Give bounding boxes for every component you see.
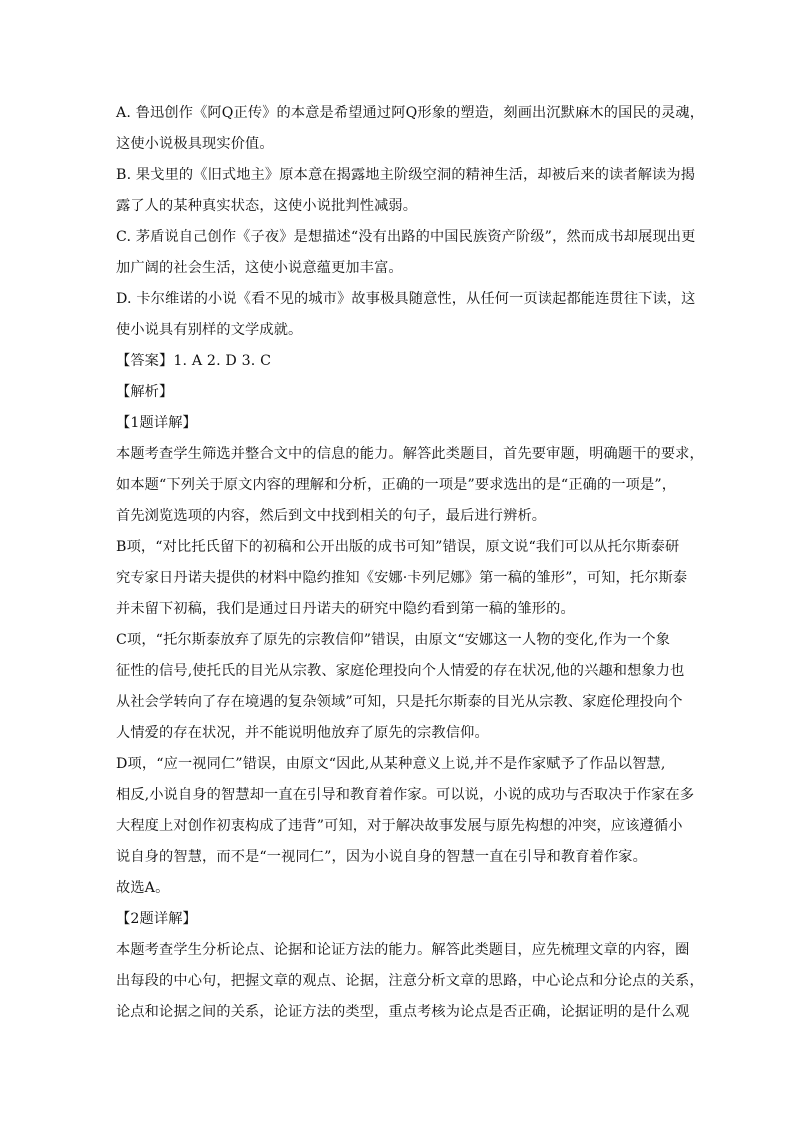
text-line: C. 茅盾说自己创作《子夜》是想描述“没有出路的中国民族资产阶级”，然而成书却展现出更 [116, 229, 696, 245]
text-line: 究专家日丹诺夫提供的材料中隐约推知《安娜·卡列尼娜》第一稿的雏形”，可知，托尔斯泰 [116, 570, 688, 586]
text-line: 从社会学转向了存在境遇的复杂领域”可知，只是托尔斯泰的目光从宗教、家庭伦理投向个 [116, 694, 683, 710]
text-line: 首先浏览选项的内容，然后到文中找到相关的句子，最后进行辨析。 [116, 508, 547, 524]
text-line: 征性的信号,使托氏的目光从宗教、家庭伦理投向个人情爱的存在状况,他的兴趣和想象力也 [116, 663, 685, 679]
text-line: 并未留下初稿，我们是通过日丹诺夫的研究中隐约看到第一稿的雏形的。 [116, 601, 575, 617]
text-line: 露了人的某种真实状态，这使小说批判性减弱。 [116, 198, 418, 214]
text-line: B项，“对比托氏留下的初稿和公开出版的成书可知”错误，原文说“我们可以从托尔斯泰研 [116, 539, 680, 555]
text-line: 如本题“下列关于原文内容的理解和分析，正确的一项是”要求选出的是“正确的一项是”， [116, 477, 677, 493]
text-line: 加广阔的社会生活，这使小说意蕴更加丰富。 [116, 260, 403, 276]
text-line: 【1题详解】 [116, 415, 197, 431]
text-line: 论点和论据之间的关系，论证方法的类型，重点考核为论点是否正确，论据证明的是什么观 [116, 1004, 690, 1020]
text-line: 大程度上对创作初衷构成了违背”可知，对于解决故事发展与原先构想的冲突，应该遵循小 [116, 818, 683, 834]
text-line: D项，“应一视同仁”错误，由原文“因此,从某种意义上说,并不是作家赋予了作品以智慧, [116, 756, 666, 772]
text-line: 相反,小说自身的智慧却一直在引导和教育着作家。可以说，小说的成功与否取决于作家在多 [116, 787, 695, 803]
text-line: 【答案】1. A 2. D 3. C [116, 353, 272, 369]
text-line: 出每段的中心句，把握文章的观点、论据，注意分析文章的思路，中心论点和分论点的关系， [116, 973, 704, 989]
text-line: A. 鲁迅创作《阿Q正传》的本意是希望通过阿Q形象的塑造，刻画出沉默麻木的国民的灵魂， [116, 105, 705, 121]
text-line: C项，“托尔斯泰放弃了原先的宗教信仰”错误，由原文“安娜这一人物的变化,作为一个象 [116, 632, 671, 648]
text-line: 说自身的智慧，而不是“一视同仁”，因为小说自身的智慧一直在引导和教育着作家。 [116, 849, 647, 865]
document-page [116, 98, 705, 1028]
text-line: 【解析】 [116, 384, 174, 400]
text-line: 【2题详解】 [116, 911, 197, 927]
text-line: B. 果戈里的《旧式地主》原本意在揭露地主阶级空洞的精神生活，却被后来的读者解读为揭 [116, 167, 696, 183]
text-line: 使小说具有别样的文学成就。 [116, 322, 303, 338]
text-line: 人情爱的存在状况，并不能说明他放弃了原先的宗教信仰。 [116, 725, 489, 741]
text-line: 本题考查学生分析论点、论据和论证方法的能力。解答此类题目，应先梳理文章的内容，圈 [116, 942, 690, 958]
text-line: 这使小说极具现实价值。 [116, 136, 274, 152]
text-line: 故选A。 [116, 880, 170, 896]
text-line: 本题考查学生筛选并整合文中的信息的能力。解答此类题目，首先要审题，明确题干的要求， [116, 446, 704, 462]
text-line: D. 卡尔维诺的小说《看不见的城市》故事极具随意性，从任何一页读起都能连贯往下读，这 [116, 291, 696, 307]
